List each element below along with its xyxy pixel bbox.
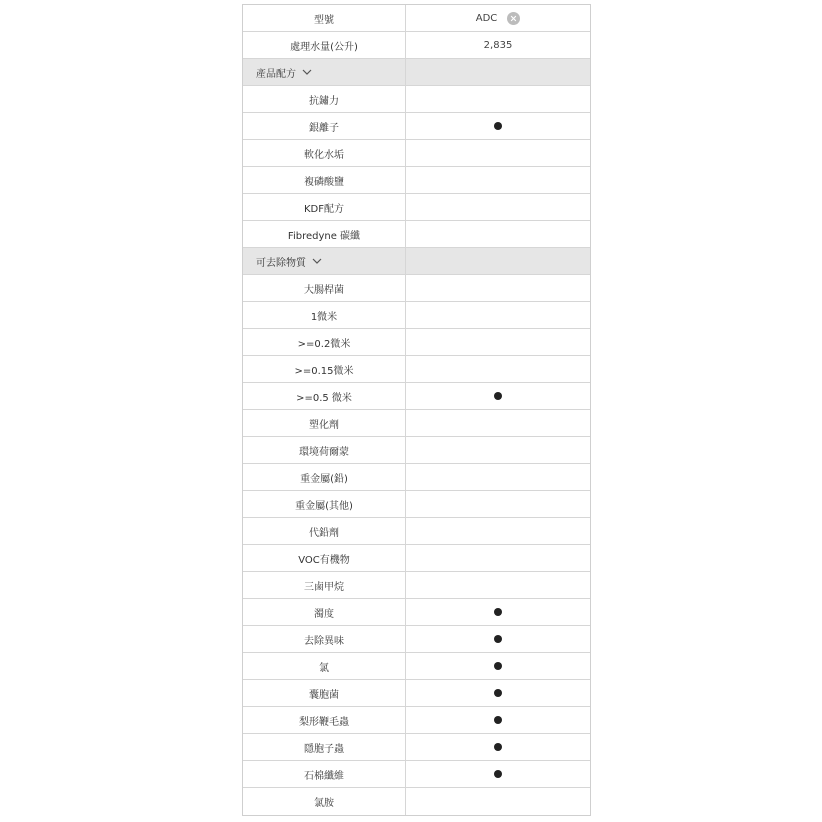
feature-label: 三鹵甲烷 xyxy=(243,572,406,598)
remove-model-button[interactable] xyxy=(507,12,520,25)
feature-value xyxy=(406,140,590,166)
feature-label: 大腸桿菌 xyxy=(243,275,406,301)
feature-value xyxy=(406,518,590,544)
feature-label: 軟化水垢 xyxy=(243,140,406,166)
feature-value xyxy=(406,329,590,355)
feature-value xyxy=(406,356,590,382)
included-dot-icon xyxy=(494,662,502,670)
feature-label: 濁度 xyxy=(243,599,406,625)
capacity-label: 處理水量(公升) xyxy=(243,32,406,58)
feature-value xyxy=(406,302,590,328)
section-header[interactable] xyxy=(243,59,590,86)
feature-row xyxy=(243,680,590,707)
feature-value xyxy=(406,86,590,112)
feature-value xyxy=(406,275,590,301)
feature-row xyxy=(243,356,590,383)
close-circle-icon xyxy=(510,15,517,22)
feature-value xyxy=(406,707,590,733)
comparison-table xyxy=(242,4,591,816)
capacity-value: 2,835 xyxy=(483,39,513,51)
included-dot-icon xyxy=(494,689,502,697)
feature-value xyxy=(406,599,590,625)
feature-label: 重金屬(其他) xyxy=(243,491,406,517)
feature-value xyxy=(406,194,590,220)
feature-row xyxy=(243,437,590,464)
feature-value xyxy=(406,680,590,706)
feature-label: 囊胞菌 xyxy=(243,680,406,706)
feature-value xyxy=(406,545,590,571)
feature-row xyxy=(243,788,590,815)
feature-row xyxy=(243,761,590,788)
feature-label: 抗鏽力 xyxy=(243,86,406,112)
chevron-down-icon xyxy=(312,256,322,266)
feature-label: 石棉纖維 xyxy=(243,761,406,787)
included-dot-icon xyxy=(494,770,502,778)
feature-label: >=0.5 微米 xyxy=(243,383,406,409)
feature-value xyxy=(406,491,590,517)
feature-value xyxy=(406,761,590,787)
feature-label: >=0.2微米 xyxy=(243,329,406,355)
capacity-row xyxy=(243,32,590,59)
model-row xyxy=(243,5,590,32)
included-dot-icon xyxy=(494,122,502,130)
included-dot-icon xyxy=(494,392,502,400)
feature-value xyxy=(406,464,590,490)
feature-row xyxy=(243,491,590,518)
model-label: 型號 xyxy=(243,5,406,31)
model-name: ADC xyxy=(475,12,498,24)
feature-row xyxy=(243,167,590,194)
feature-row xyxy=(243,464,590,491)
feature-label: Fibredyne 碳纖 xyxy=(243,221,406,247)
feature-label: 氯 xyxy=(243,653,406,679)
feature-value xyxy=(406,653,590,679)
included-dot-icon xyxy=(494,635,502,643)
feature-label: 重金屬(鉛) xyxy=(243,464,406,490)
feature-row xyxy=(243,410,590,437)
feature-row xyxy=(243,518,590,545)
feature-label: 梨形鞭毛蟲 xyxy=(243,707,406,733)
feature-value xyxy=(406,572,590,598)
feature-label: 1微米 xyxy=(243,302,406,328)
feature-label: 隱胞子蟲 xyxy=(243,734,406,760)
feature-value xyxy=(406,410,590,436)
feature-value xyxy=(406,383,590,409)
section-header[interactable] xyxy=(243,248,590,275)
feature-row xyxy=(243,86,590,113)
feature-label: 銀離子 xyxy=(243,113,406,139)
feature-row xyxy=(243,383,590,410)
feature-value xyxy=(406,167,590,193)
section-title: 產品配方 xyxy=(256,68,296,80)
section-toggle[interactable] xyxy=(243,59,406,85)
section-header-cell xyxy=(406,59,590,85)
feature-value xyxy=(406,113,590,139)
feature-value xyxy=(406,437,590,463)
feature-label: 塑化劑 xyxy=(243,410,406,436)
section-toggle[interactable] xyxy=(243,248,406,274)
feature-row xyxy=(243,329,590,356)
feature-label: 複磷酸鹽 xyxy=(243,167,406,193)
feature-row xyxy=(243,545,590,572)
feature-row xyxy=(243,194,590,221)
feature-row xyxy=(243,734,590,761)
feature-row xyxy=(243,113,590,140)
feature-row xyxy=(243,275,590,302)
included-dot-icon xyxy=(494,743,502,751)
feature-row xyxy=(243,302,590,329)
included-dot-icon xyxy=(494,608,502,616)
feature-label: 代鉛劑 xyxy=(243,518,406,544)
feature-label: VOC有機物 xyxy=(243,545,406,571)
included-dot-icon xyxy=(494,716,502,724)
feature-value xyxy=(406,734,590,760)
feature-label: KDF配方 xyxy=(243,194,406,220)
feature-value xyxy=(406,221,590,247)
feature-label: >=0.15微米 xyxy=(243,356,406,382)
feature-row xyxy=(243,626,590,653)
feature-label: 環境荷爾蒙 xyxy=(243,437,406,463)
model-cell xyxy=(406,5,590,31)
feature-value xyxy=(406,626,590,652)
feature-value xyxy=(406,788,590,815)
feature-row xyxy=(243,572,590,599)
feature-row xyxy=(243,140,590,167)
chevron-down-icon xyxy=(302,67,312,77)
section-title: 可去除物質 xyxy=(256,257,306,269)
feature-row xyxy=(243,221,590,248)
feature-label: 氯胺 xyxy=(243,788,406,815)
feature-label: 去除異味 xyxy=(243,626,406,652)
feature-row xyxy=(243,707,590,734)
feature-row xyxy=(243,653,590,680)
section-header-cell xyxy=(406,248,590,274)
feature-row xyxy=(243,599,590,626)
